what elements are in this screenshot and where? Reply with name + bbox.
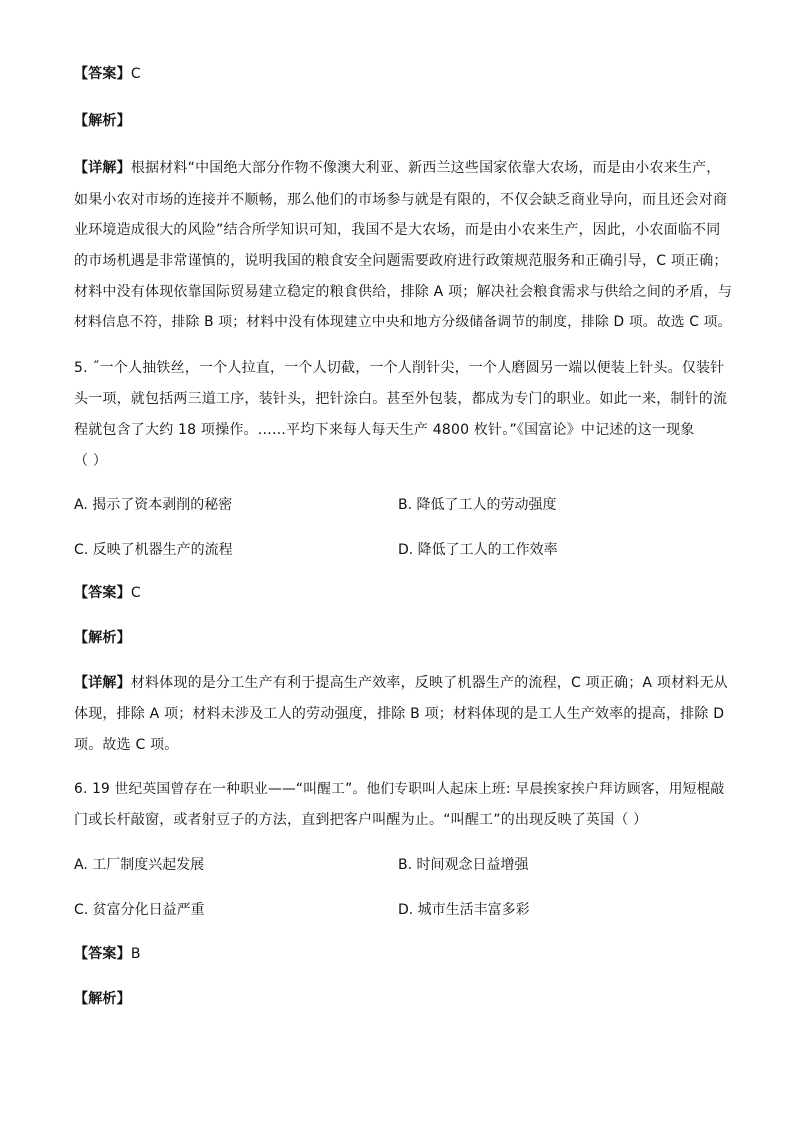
q6-stem-line-1: 6. 19 世纪英国曾存在一种职业——“叫醒工”。他们专职叫人起床上班: 早晨挨家挨户拜访顾客，用短棍敲 [74,781,725,797]
q4-detail-line-2: 如果小农对市场的连接并不顺畅，那么他们的市场参与就是有限的，不仅会缺乏商业导向，而且还会对商 [74,192,728,208]
q5-answer [74,583,141,603]
q5-option-c: C. 反映了机器生产的流程 [74,542,233,558]
q5-stem-line-2: 头一项，就包括两三道工序，装针头，把针涂白。甚至外包装，都成为专门的职业。如此一来，制针的流 [74,391,728,407]
q4-detail-line-5: 材料中没有体现依靠国际贸易建立稳定的粮食供给，排除 A 项；解决社会粮食需求与供给之间的矛盾，与 [74,284,733,300]
q6-analysis-heading [74,989,131,1009]
q4-answer [74,64,141,84]
answer-tag: 【答案】 [74,66,131,82]
analysis-tag: 【解析】 [74,991,131,1007]
q6-option-a: A. 工厂制度兴起发展 [74,857,205,873]
answer-value: C [130,585,141,601]
q4-detail-line-4: 的市场机遇是非常谨慎的，说明我国的粮食安全问题需要政府进行政策规范服务和正确引导，C 项正确； [74,253,728,269]
q4-analysis-heading [74,111,131,131]
answer-value: C [130,66,141,82]
q5-option-a: A. 揭示了资本剥削的秘密 [74,497,233,513]
detail-tag: 【详解】 [74,160,131,176]
analysis-tag: 【解析】 [74,630,131,646]
q5-detail-line-1 [74,673,728,693]
q5-stem-line-4: （ ） [74,453,108,469]
q6-option-c: C. 贫富分化日益严重 [74,902,205,918]
q5-analysis-heading [74,628,131,648]
q5-option-d: D. 降低了工人的工作效率 [398,542,558,558]
answer-tag: 【答案】 [74,585,131,601]
q6-option-d: D. 城市生活丰富多彩 [398,902,530,918]
q5-detail-line-2: 体现，排除 A 项；材料未涉及工人的劳动强度，排除 B 项；材料体现的是工人生产效率的提高，排除 D [74,706,725,722]
q5-option-b: B. 降低了工人的劳动强度 [398,497,557,513]
detail-text: 根据材料“中国绝大部分作物不像澳大利亚、新西兰这些国家依靠大农场，而是由小农来生产， [130,160,721,176]
q4-detail-line-3: 业环境造成很大的风险”结合所学知识可知，我国不是大农场，而是由小农来生产，因此，小农面临不同 [74,222,721,238]
q6-answer [74,944,141,964]
answer-value: B [130,946,141,962]
q5-detail-line-3: 项。故选 C 项。 [74,737,179,753]
analysis-tag: 【解析】 [74,113,131,129]
q4-detail-line-1 [74,158,720,178]
q5-stem-line-1: 5. ˝一个人抽铁丝，一个人拉直，一个人切截，一个人削针尖，一个人磨圆另一端以便装上针头。仅装针 [74,360,725,376]
detail-tag: 【详解】 [74,675,131,691]
q5-stem-line-3: 程就包含了大约 18 项操作。……平均下来每人每天生产 4800 枚针。”《国富论》中记述的这一现象 [74,422,695,438]
q6-option-b: B. 时间观念日益增强 [398,857,529,873]
q6-stem-line-2: 门或长杆敲窗，或者射豆子的方法，直到把客户叫醒为止。“叫醒工”的出现反映了英国（ ） [74,812,648,828]
detail-text: 材料体现的是分工生产有利于提高生产效率，反映了机器生产的流程，C 项正确；A 项材料无从 [130,675,728,691]
answer-tag: 【答案】 [74,946,131,962]
q4-detail-line-6: 材料信息不符，排除 B 项；材料中没有体现建立中央和地方分级储备调节的制度，排除 D 项。故选 C 项。 [74,314,732,330]
